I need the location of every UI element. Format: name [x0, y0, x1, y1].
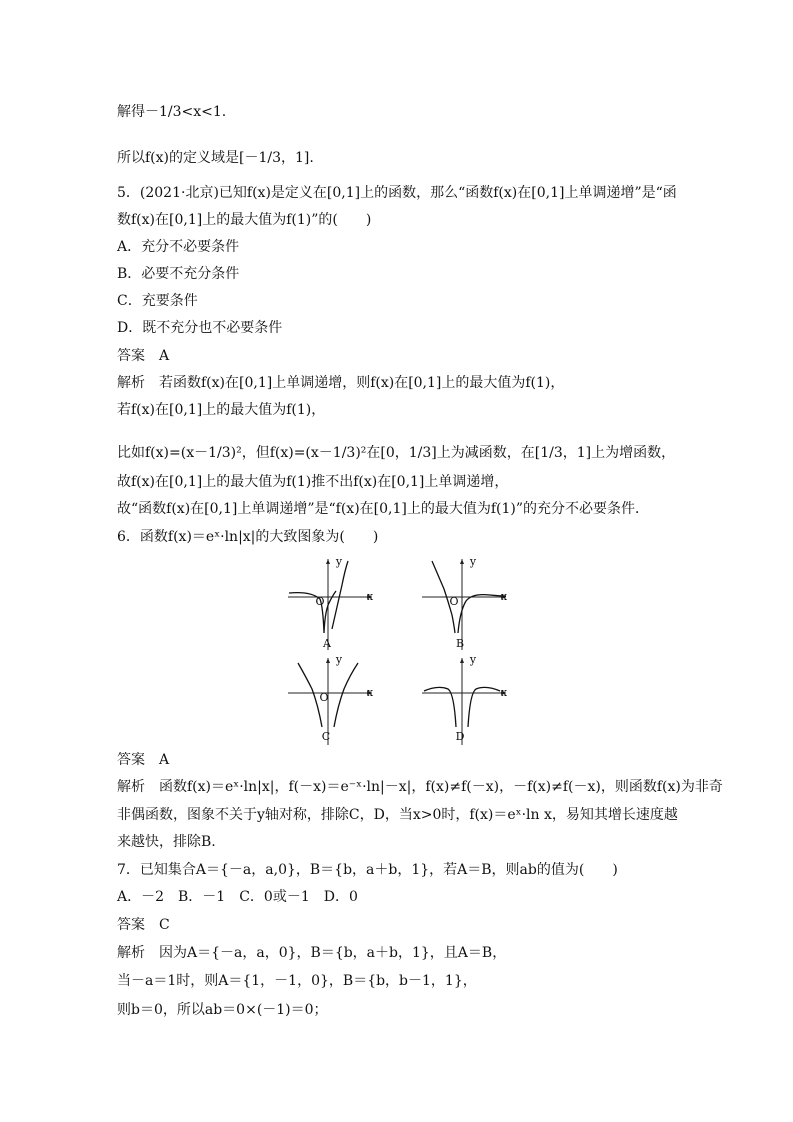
analysis-line: 故f(x)在[0,1]上的最大值为f(1)推不出f(x)在[0,1]上单调递增，	[117, 474, 509, 490]
analysis-line: 非偶函数，图象不关于y轴对称，排除C，D，当x>0时，f(x)＝eˣ·ln x，易知其增长速度越	[117, 807, 678, 823]
axis-label-y: y	[335, 653, 343, 666]
analysis-line: 当－a＝1时，则A＝{1，－1，0}，B＝{b，b－1，1}，	[117, 973, 477, 989]
question-5-line: 数f(x)在[0,1]上的最大值为f(1)”的( )	[117, 212, 372, 228]
analysis-line: 解析 函数f(x)＝eˣ·ln|x|，f(－x)＝e⁻ˣ·ln|－x|，f(x)≠f(－x)，－f(x)≠f(－x)，则函数f(x)为非奇	[117, 779, 723, 795]
axis-label-x: x	[500, 590, 508, 603]
origin-label: O	[319, 691, 329, 704]
question-5-line: 5．(2021·北京)已知f(x)是定义在[0,1]上的函数，那么“函数f(x)在[0,1]上单调递增”是“函	[117, 185, 677, 201]
answer-line: 答案 A	[117, 752, 170, 768]
graph-c	[286, 655, 376, 750]
text-line: 所以f(x)的定义域是[－1/3，1].	[117, 150, 314, 166]
axis-label-y: y	[469, 555, 477, 568]
analysis-line: 比如f(x)=(x－1/3)²，但f(x)=(x－1/3)²在[0，1/3]上为减函数，在[1/3，1]上为增函数，	[117, 445, 676, 461]
question-6-line: 6．函数f(x)＝eˣ·ln|x|的大致图象为( )	[117, 529, 379, 545]
graph-b	[420, 555, 510, 655]
origin-label: O	[315, 595, 325, 608]
option-a: A．充分不必要条件	[117, 239, 240, 255]
answer-line: 答案 C	[117, 917, 170, 933]
axis-label-x: x	[366, 590, 374, 603]
origin-label: O	[449, 595, 459, 608]
graph-d	[420, 655, 510, 750]
axis-label-y: y	[335, 555, 343, 568]
graph-label: D	[455, 730, 465, 743]
analysis-line: 则b＝0，所以ab＝0×(－1)＝0；	[117, 1002, 328, 1018]
axis-label-x: x	[500, 686, 508, 699]
analysis-line: 解析 因为A＝{－a，a，0}，B＝{b，a＋b，1}，且A＝B，	[117, 945, 507, 961]
question-7-options: A．－2 B．－1 C．0或－1 D．0	[117, 889, 358, 905]
text-line: 解得－1/3<x<1.	[117, 104, 227, 120]
graph-a	[286, 555, 376, 655]
graph-label: B	[455, 637, 465, 650]
axis-label-x: x	[366, 686, 374, 699]
question-7-line: 7．已知集合A＝{－a，a,0}，B＝{b，a＋b，1}，若A＝B，则ab的值为( )	[117, 862, 618, 878]
analysis-line: 若f(x)在[0,1]上的最大值为f(1)，	[117, 402, 326, 418]
analysis-line: 故“函数f(x)在[0,1]上单调递增”是“f(x)在[0,1]上的最大值为f(1)”的充分不必要条件．	[117, 501, 650, 517]
option-c: C．充要条件	[117, 293, 198, 309]
graph-label: A	[323, 637, 331, 650]
axis-label-y: y	[469, 653, 477, 666]
graph-label: C	[321, 730, 331, 743]
analysis-line: 来越快，排除B.	[117, 834, 216, 850]
option-b: B．必要不充分条件	[117, 266, 240, 282]
analysis-line: 解析 若函数f(x)在[0,1]上单调递增，则f(x)在[0,1]上的最大值为f(1)，	[117, 375, 565, 391]
answer-line: 答案 A	[117, 348, 170, 364]
option-d: D．既不充分也不必要条件	[117, 320, 283, 336]
